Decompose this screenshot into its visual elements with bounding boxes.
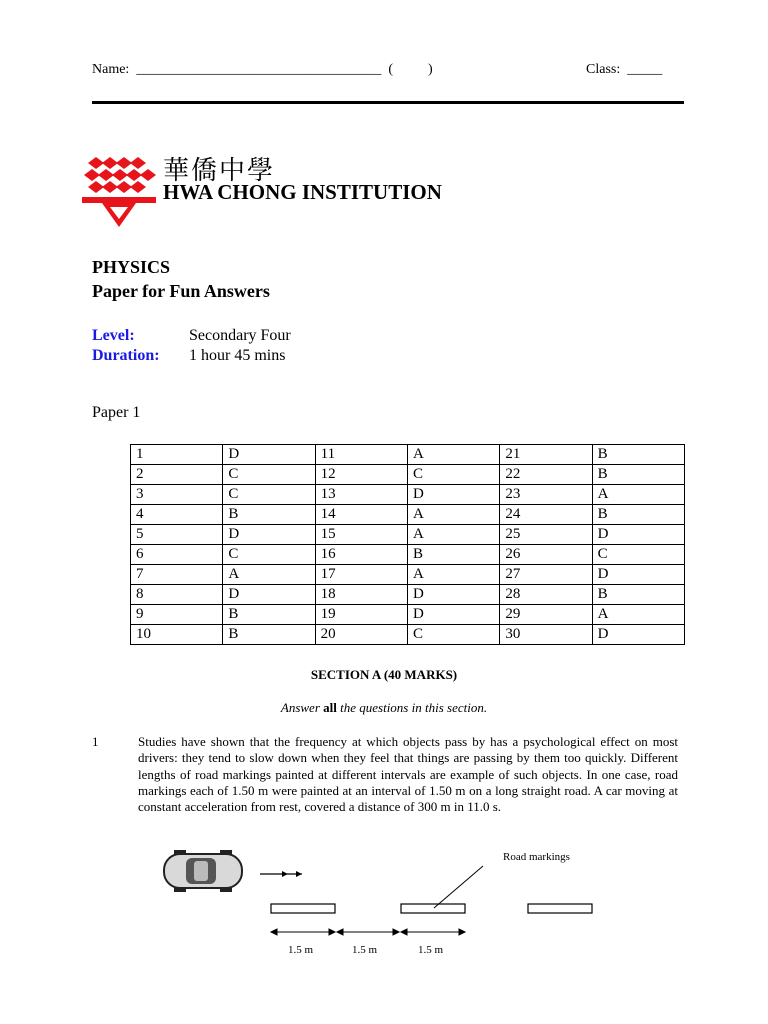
- school-chinese-name: 華僑中學: [163, 156, 276, 186]
- register-number-blank: ( ): [388, 62, 433, 77]
- answer-cell: D: [592, 565, 684, 585]
- answer-cell: A: [408, 505, 500, 525]
- table-row: [131, 545, 685, 565]
- question-text: Studies have shown that the frequency at which objects pass by has a psychological effect on most drivers: they tend to slow down when they feel that things are passing by them too quickly. Different lengths of road markings painted at different intervals are example of such objects. In one case, road markings each of 1.50 m were painted at an interval of 1.50 m on a long straight road. A car moving at constant acceleration from rest, covered a distance of 300 m in 11.0 s.: [138, 734, 678, 815]
- name-field: [92, 62, 433, 78]
- dimension-label-1: 1.5 m: [288, 944, 314, 956]
- question-number-cell: 12: [315, 465, 407, 485]
- question-number-cell: 23: [500, 485, 592, 505]
- answer-cell: C: [223, 465, 315, 485]
- question-number-cell: 24: [500, 505, 592, 525]
- instr-pre: Answer: [280, 700, 320, 715]
- question-number-cell: 20: [315, 625, 407, 645]
- road-marking-2: [401, 904, 465, 913]
- road-markings-label: Road markings: [503, 851, 570, 863]
- answer-cell: C: [408, 625, 500, 645]
- question-number-cell: 9: [131, 605, 223, 625]
- dimension-label-2: 1.5 m: [352, 944, 378, 956]
- road-marking-3: [528, 904, 592, 913]
- instr-post: the questions in this section.: [340, 700, 488, 715]
- car-icon: [164, 850, 242, 892]
- question-number-cell: 28: [500, 585, 592, 605]
- answer-cell: B: [592, 465, 684, 485]
- table-row: [131, 505, 685, 525]
- answer-cell: D: [408, 585, 500, 605]
- table-row: [131, 605, 685, 625]
- question-number-cell: 25: [500, 525, 592, 545]
- answer-cell: B: [592, 585, 684, 605]
- answer-cell: C: [223, 485, 315, 505]
- answer-cell: C: [408, 465, 500, 485]
- answer-cell: A: [592, 605, 684, 625]
- table-row: [131, 585, 685, 605]
- answer-cell: D: [408, 605, 500, 625]
- question-number-cell: 7: [131, 565, 223, 585]
- label-leader-line: [434, 866, 483, 908]
- name-blank: ___________________________________: [136, 62, 382, 77]
- answer-cell: B: [223, 625, 315, 645]
- question-number-cell: 26: [500, 545, 592, 565]
- motion-arrow-icon: [260, 871, 302, 877]
- question-number-cell: 19: [315, 605, 407, 625]
- school-name: HWA CHONG INSTITUTION: [163, 180, 442, 204]
- road-marking-1: [271, 904, 335, 913]
- question-number: 1: [92, 734, 99, 749]
- answer-cell: D: [592, 625, 684, 645]
- answer-cell: B: [223, 605, 315, 625]
- duration-label: Duration:: [92, 347, 160, 364]
- question-number-cell: 8: [131, 585, 223, 605]
- answer-cell: A: [223, 565, 315, 585]
- question-number-cell: 30: [500, 625, 592, 645]
- table-row: [131, 465, 685, 485]
- answer-cell: D: [223, 525, 315, 545]
- question-number-cell: 21: [500, 445, 592, 465]
- section-instructions: [0, 700, 768, 716]
- question-number-cell: 2: [131, 465, 223, 485]
- question-number-cell: 14: [315, 505, 407, 525]
- answer-table: [130, 444, 685, 645]
- answer-cell: C: [592, 545, 684, 565]
- answer-cell: B: [223, 505, 315, 525]
- paper1-label: Paper 1: [92, 404, 141, 421]
- class-label: Class:: [586, 62, 621, 77]
- level-value: Secondary Four: [189, 327, 291, 344]
- class-field: [586, 62, 662, 78]
- answer-cell: D: [223, 445, 315, 465]
- question-number-cell: 11: [315, 445, 407, 465]
- header-divider: [92, 101, 684, 104]
- question-number-cell: 10: [131, 625, 223, 645]
- level-label: Level:: [92, 327, 135, 344]
- name-label: Name:: [92, 62, 130, 77]
- table-row: [131, 445, 685, 465]
- answer-cell: C: [223, 545, 315, 565]
- question-number-cell: 27: [500, 565, 592, 585]
- question-number-cell: 16: [315, 545, 407, 565]
- answer-cell: A: [408, 565, 500, 585]
- question-number-cell: 17: [315, 565, 407, 585]
- question-number-cell: 3: [131, 485, 223, 505]
- answer-cell: A: [408, 525, 500, 545]
- question-number-cell: 13: [315, 485, 407, 505]
- school-logo-icon: [80, 155, 158, 229]
- paper-title: Paper for Fun Answers: [92, 281, 270, 301]
- table-row: [131, 565, 685, 585]
- dimension-arrows: [271, 929, 465, 935]
- question-number-cell: 1: [131, 445, 223, 465]
- table-row: [131, 485, 685, 505]
- answer-cell: D: [592, 525, 684, 545]
- question-number-cell: 5: [131, 525, 223, 545]
- question-number-cell: 22: [500, 465, 592, 485]
- answer-cell: B: [592, 445, 684, 465]
- question-number-cell: 4: [131, 505, 223, 525]
- answer-cell: B: [408, 545, 500, 565]
- duration-value: 1 hour 45 mins: [189, 347, 286, 364]
- question-number-cell: 18: [315, 585, 407, 605]
- instr-bold: all: [323, 700, 337, 715]
- class-blank: _____: [627, 62, 663, 77]
- section-a-heading: SECTION A (40 MARKS): [310, 667, 458, 682]
- answer-cell: D: [408, 485, 500, 505]
- subject-title: PHYSICS: [92, 257, 171, 277]
- answer-cell: A: [408, 445, 500, 465]
- answer-cell: D: [223, 585, 315, 605]
- dimension-label-3: 1.5 m: [418, 944, 444, 956]
- question-number-cell: 15: [315, 525, 407, 545]
- table-row: [131, 625, 685, 645]
- answer-cell: B: [592, 505, 684, 525]
- answer-cell: A: [592, 485, 684, 505]
- question-number-cell: 6: [131, 545, 223, 565]
- road-markings-diagram: [150, 840, 630, 970]
- table-row: [131, 525, 685, 545]
- question-number-cell: 29: [500, 605, 592, 625]
